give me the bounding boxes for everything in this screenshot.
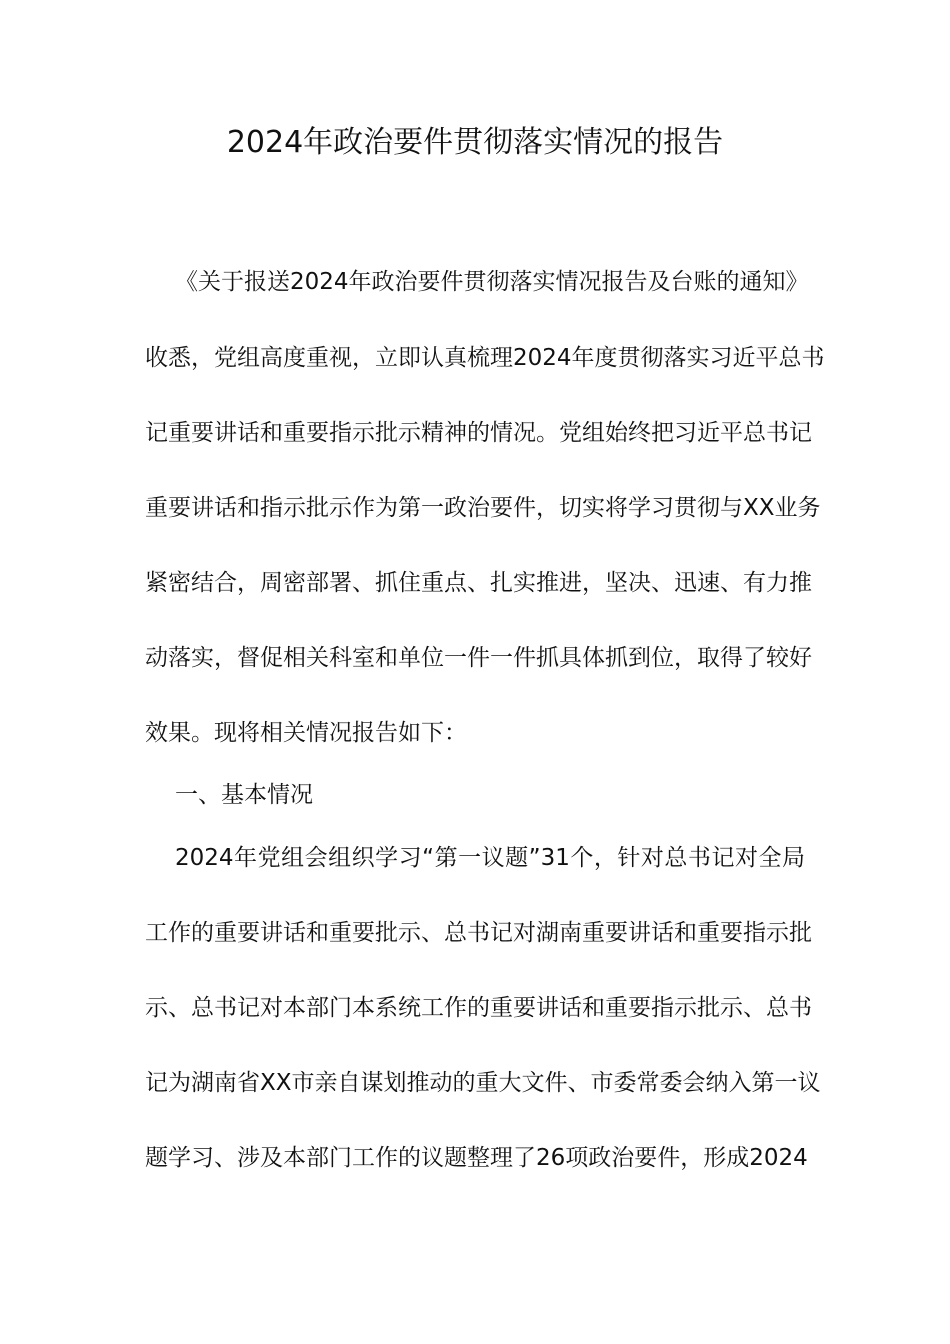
paragraph-line: 记为湖南省XX市亲自谋划推动的重大文件、市委常委会纳入第一议 xyxy=(145,1070,821,1096)
paragraph-line: 收悉，党组高度重视，立即认真梳理2024年度贯彻落实习近平总书 xyxy=(145,345,825,371)
section-heading: 一、基本情况 xyxy=(175,782,313,808)
paragraph-line: 题学习、涉及本部门工作的议题整理了26项政治要件，形成2024 xyxy=(145,1145,808,1171)
paragraph-line: 《关于报送2024年政治要件贯彻落实情况报告及台账的通知》 xyxy=(175,269,809,295)
paragraph-line: 示、总书记对本部门本系统工作的重要讲话和重要指示批示、总书 xyxy=(145,995,812,1021)
paragraph-line: 工作的重要讲话和重要批示、总书记对湖南重要讲话和重要指示批 xyxy=(145,920,812,946)
paragraph-line: 重要讲话和指示批示作为第一政治要件，切实将学习贯彻与XX业务 xyxy=(145,495,821,521)
paragraph-line: 效果。现将相关情况报告如下： xyxy=(145,720,467,746)
paragraph-line: 紧密结合，周密部署、抓住重点、扎实推进，坚决、迅速、有力推 xyxy=(145,570,812,596)
paragraph-line: 记重要讲话和重要指示批示精神的情况。党组始终把习近平总书记 xyxy=(145,420,812,446)
document-title: 2024年政治要件贯彻落实情况的报告 xyxy=(226,125,724,160)
paragraph-line: 动落实，督促相关科室和单位一件一件抓具体抓到位，取得了较好 xyxy=(145,645,812,671)
paragraph-line: 2024年党组会组织学习“第一议题”31个，针对总书记对全局 xyxy=(175,845,805,871)
